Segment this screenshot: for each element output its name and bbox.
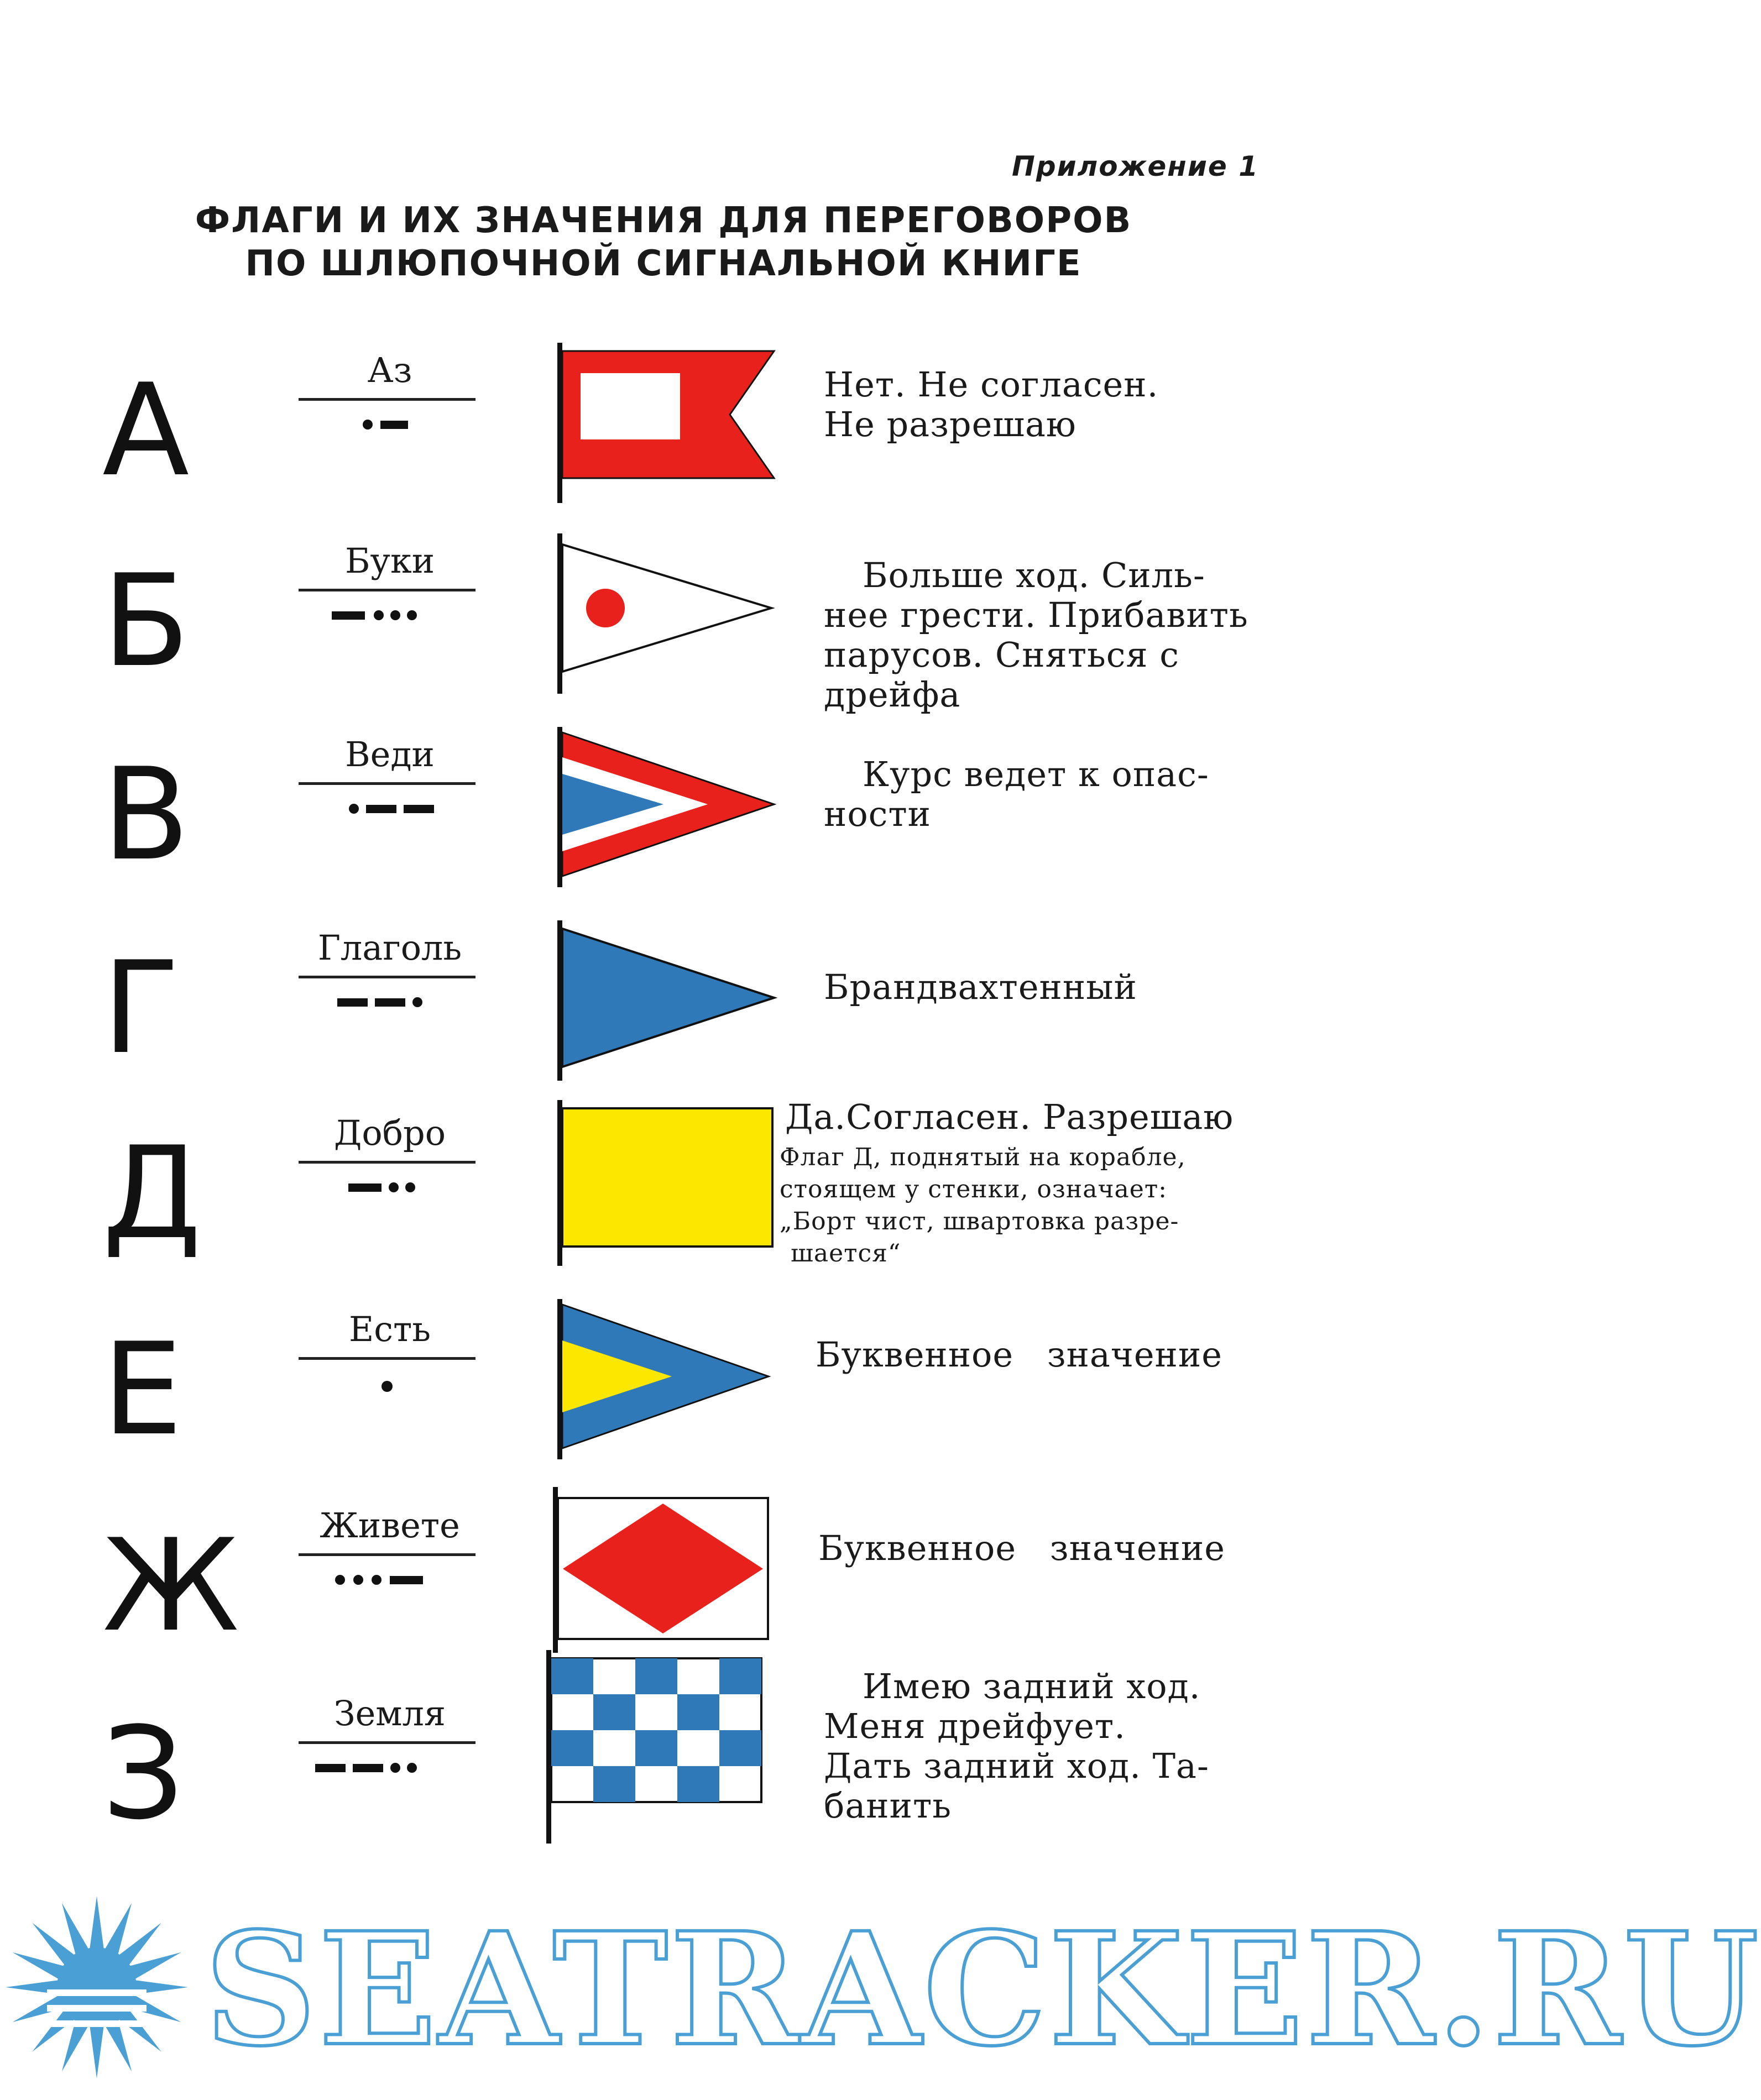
morse-dash [353, 1764, 383, 1772]
note-line: стоящем у стенки, означает: [780, 1175, 1167, 1203]
flag-name: Живете [320, 1505, 460, 1546]
morse-dot [372, 1575, 382, 1585]
morse-code [299, 1569, 475, 1591]
flag-name: Веди [345, 734, 435, 774]
flag-row-g [0, 926, 1327, 1114]
name-underline [299, 1741, 475, 1744]
flag-row-a [0, 348, 1327, 536]
morse-dot [363, 420, 373, 430]
name-underline [299, 1161, 475, 1164]
meaning-line: Не разрешаю [824, 404, 1077, 444]
morse-dash [332, 611, 365, 620]
morse-code [299, 413, 475, 436]
sun-icon [6, 1896, 188, 2078]
flag-v-icon [553, 727, 796, 887]
morse-dot [389, 1182, 399, 1192]
morse-dash [375, 998, 405, 1007]
morse-dot [349, 804, 359, 814]
note-line: „Борт чист, швартовка разре- [780, 1207, 1179, 1235]
flag-name: Аз [367, 350, 412, 390]
flag-b-icon [553, 533, 796, 694]
meaning-line: Брандвахтенный [824, 967, 1137, 1007]
meaning-line: Дать задний ход. Та- [824, 1746, 1209, 1786]
flag-letter: А [102, 357, 190, 505]
flag-meaning [824, 555, 1248, 715]
meaning-line: Больше ход. Силь- [863, 555, 1205, 595]
meaning-line: Имею задний ход. [863, 1666, 1201, 1706]
morse-dash [390, 1576, 423, 1584]
flag-name: Есть [348, 1309, 431, 1349]
flag-note [780, 1141, 1222, 1270]
morse-code [299, 1176, 475, 1198]
name-underline [299, 976, 475, 978]
morse-dash [337, 998, 368, 1007]
flag-meaning [824, 755, 1211, 834]
flag-letter: Е [102, 1316, 183, 1464]
morse-code [299, 798, 475, 820]
morse-code [299, 1757, 475, 1779]
morse-code [299, 1373, 475, 1395]
flag-meaning [824, 1667, 1211, 1826]
flag-name: Буки [344, 541, 435, 581]
meaning-line: ности [824, 794, 931, 834]
morse-dot [412, 997, 422, 1007]
flag-row-v [0, 732, 1327, 920]
flag-d-icon [553, 1106, 796, 1266]
page-title-line-2: ПО ШЛЮПОЧНОЙ СИГНАЛЬНОЙ КНИГЕ [245, 243, 1082, 284]
meaning-line: банить [824, 1785, 952, 1826]
flag-row-b [0, 539, 1327, 727]
flag-meaning [824, 365, 1211, 444]
morse-dot [335, 1575, 345, 1585]
morse-dot [390, 1763, 400, 1773]
flag-name: Добро [333, 1113, 446, 1153]
flag-meaning [816, 1334, 1222, 1375]
note-line: Флаг Д, поднятый на корабле, [780, 1143, 1186, 1171]
name-underline [299, 1357, 475, 1360]
morse-dash [366, 805, 396, 813]
meaning-line: Курс ведет к опас- [863, 754, 1209, 794]
meaning-line: Да.Согласен. Разрешаю [785, 1097, 1234, 1137]
name-underline [299, 589, 475, 591]
flag-letter: Д [102, 1120, 202, 1268]
flag-letter: Ж [102, 1512, 239, 1660]
morse-dot [353, 1575, 363, 1585]
name-underline [299, 398, 475, 401]
watermark-text: SEATRACKER.RU [205, 1899, 1761, 2081]
morse-code [299, 604, 475, 626]
flag-e-icon [553, 1302, 796, 1462]
page-title-line-1: ФЛАГИ И ИХ ЗНАЧЕНИЯ ДЛЯ ПЕРЕГОВОРОВ [195, 200, 1132, 241]
flag-letter: Б [102, 548, 190, 695]
morse-dash [315, 1764, 346, 1772]
flag-name: Земля [333, 1693, 446, 1734]
flag-meaning [824, 967, 1211, 1007]
morse-dot [390, 610, 400, 620]
morse-dash [380, 421, 408, 429]
appendix-label: Приложение 1 [1012, 150, 1259, 182]
flag-letter: В [102, 741, 190, 889]
morse-dot [405, 1182, 415, 1192]
meaning-line: нее грести. Прибавить [824, 595, 1248, 635]
morse-code [299, 991, 475, 1013]
meaning-line: Буквенное значение [818, 1528, 1225, 1568]
flag-zh-icon [553, 1498, 796, 1658]
morse-dot [374, 610, 384, 620]
morse-dot [407, 610, 417, 620]
meaning-line: парусов. Сняться с [824, 635, 1180, 675]
meaning-line: дрейфа [824, 674, 961, 715]
morse-dot [382, 1381, 393, 1392]
meaning-line: Нет. Не согласен. [824, 364, 1159, 405]
flag-a-icon [553, 343, 796, 503]
flag-name: Глаголь [317, 928, 462, 968]
flag-row-e [0, 1307, 1327, 1495]
meaning-line: Буквенное значение [816, 1334, 1222, 1375]
morse-dash [404, 805, 434, 813]
note-line: шается“ [791, 1239, 901, 1268]
flag-g-icon [553, 920, 796, 1081]
flag-letter: Г [102, 935, 180, 1082]
name-underline [299, 1553, 475, 1556]
flag-meaning [818, 1528, 1225, 1568]
name-underline [299, 782, 475, 785]
flag-row-z [0, 1666, 1327, 1879]
flag-letter: З [102, 1700, 184, 1848]
morse-dot [407, 1763, 417, 1773]
flag-z-icon [553, 1686, 796, 1846]
flag-row-d [0, 1097, 1327, 1299]
meaning-line: Меня дрейфует. [824, 1706, 1126, 1746]
flag-meaning [785, 1097, 1234, 1137]
morse-dash [348, 1183, 382, 1192]
